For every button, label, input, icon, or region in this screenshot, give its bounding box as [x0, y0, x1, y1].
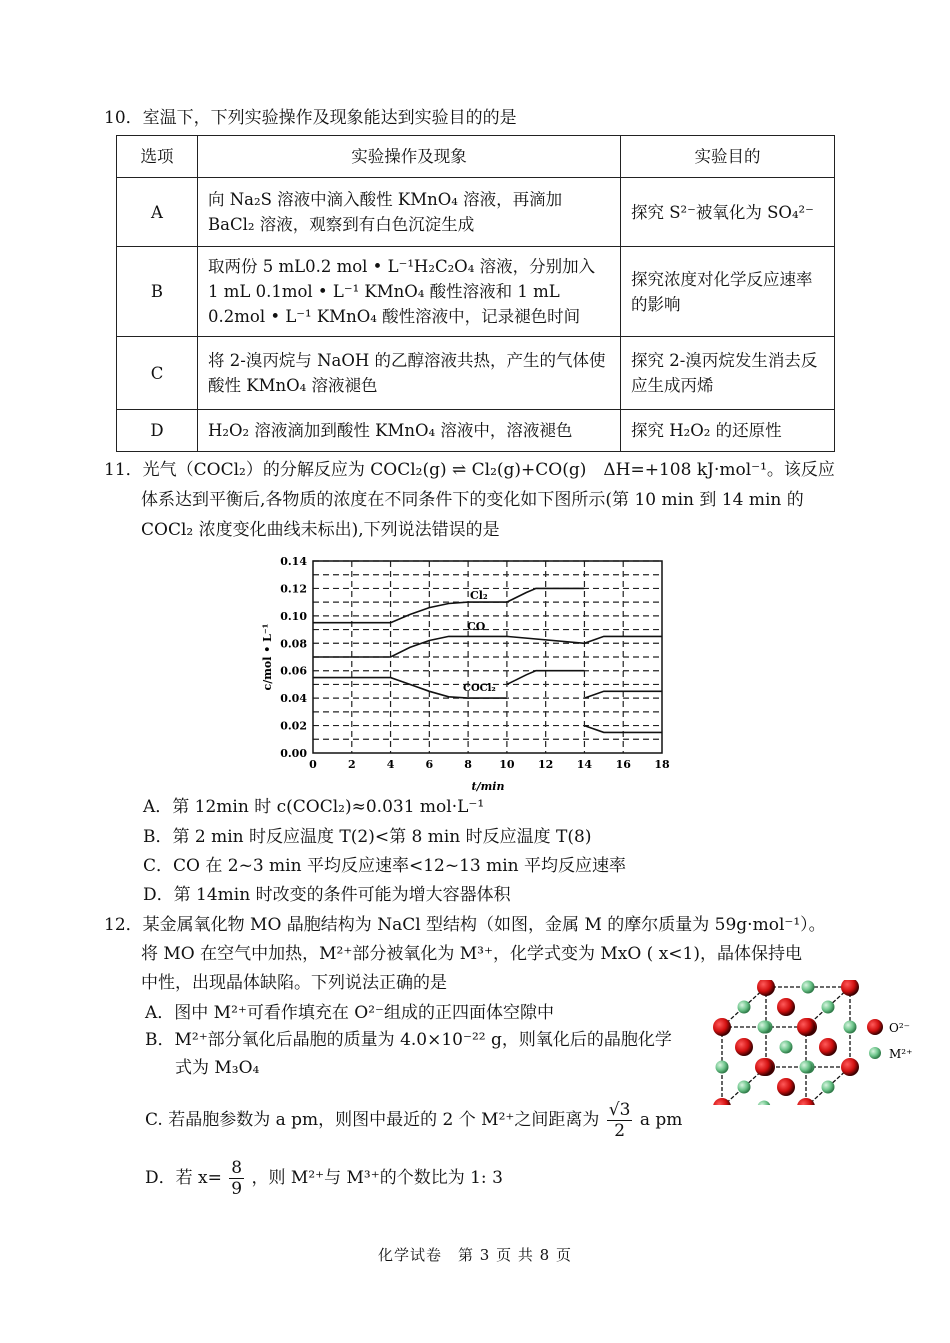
metal-ion-icon [716, 1061, 729, 1074]
x-tick-label: 16 [615, 758, 631, 771]
oxide-ion-icon [841, 1058, 859, 1076]
option-c-text: C. 若晶胞参数为 a pm，则图中最近的 2 个 M²⁺之间距离为 [145, 1110, 600, 1130]
oxide-ion-icon [735, 1038, 753, 1056]
oxide-ion-icon [777, 998, 795, 1016]
table-row [117, 178, 835, 247]
y-axis-label: c/mol • L⁻¹ [261, 623, 274, 691]
metal-ion-icon [758, 1021, 771, 1034]
x-tick-label: 18 [654, 758, 670, 771]
table-row [117, 410, 835, 452]
x-tick-label: 4 [386, 758, 395, 771]
x-tick-label: 10 [499, 758, 515, 771]
y-tick-label: 0.02 [280, 719, 307, 733]
fraction-denominator: 9 [231, 1179, 243, 1199]
row-option: C [117, 337, 198, 410]
row-operation: H₂O₂ 溶液滴加到酸性 KMnO₄ 溶液中，溶液褪色 [198, 410, 621, 452]
fraction-numerator: 8 [231, 1158, 243, 1178]
x-tick-label: 6 [425, 758, 434, 771]
fraction-numerator: √3 [608, 1100, 631, 1120]
nacl-crystal-cell-diagram [713, 980, 923, 1105]
q11-option-c: C．CO 在 2~3 min 平均反应速率<12~13 min 平均反应速率 [143, 856, 627, 876]
option-d-text: D．若 x= [145, 1168, 222, 1188]
oxide-ion-icon [755, 1058, 773, 1076]
y-tick-label: 0.14 [280, 555, 307, 568]
y-tick-label: 0.08 [280, 637, 307, 651]
q12-stem-text-1: 某金属氧化物 MO 晶胞结构为 NaCl 型结构（如图，金属 M 的摩尔质量为 59g·mol⁻¹）。 [142, 915, 826, 935]
o2-legend-label: O²⁻ [889, 1021, 910, 1035]
y-tick-label: 0.10 [280, 609, 307, 623]
option-c-unit: a pm [639, 1110, 683, 1130]
y-tick-label: 0.04 [280, 692, 307, 706]
q12-stem-line3: 中性，出现晶体缺陷。下列说法正确的是 [141, 973, 447, 993]
metal-ion-icon [758, 1101, 771, 1106]
x-tick-label: 8 [464, 758, 472, 771]
q12-number: 12． [104, 915, 143, 935]
x-tick-label: 12 [538, 758, 554, 771]
row-purpose: 探究 H₂O₂ 的还原性 [621, 410, 835, 452]
q12-stem-line2: 将 MO 在空气中加热，M²⁺部分被氧化为 M³⁺，化学式变为 MxO ( x<1)，晶体保持电 [141, 944, 802, 964]
m2-legend-label: M²⁺ [889, 1047, 913, 1061]
page-footer: 化学试卷 第 3 页 共 8 页 [378, 1246, 572, 1264]
row-option: B [117, 247, 198, 337]
row-operation: 将 2-溴丙烷与 NaOH 的乙醇溶液共热，产生的气体使酸性 KMnO₄ 溶液褪色 [198, 337, 621, 410]
x-tick-label: 0 [309, 758, 317, 771]
y-tick-label: 0.12 [280, 582, 307, 596]
q12-option-c [145, 1100, 682, 1141]
header-purpose: 实验目的 [621, 136, 835, 178]
q10-table [116, 135, 835, 452]
q11-option-b: B．第 2 min 时反应温度 T(2)<第 8 min 时反应温度 T(8) [143, 827, 592, 847]
oxide-ion-icon [797, 1098, 815, 1105]
oxide-ion-icon [777, 1078, 795, 1096]
series-line [313, 588, 584, 622]
q10-number: 10． [104, 108, 143, 128]
y-tick-label: 0.00 [280, 747, 307, 760]
q10-stem-text: 室温下，下列实验操作及现象能达到实验目的的是 [142, 108, 517, 128]
metal-ion-icon [822, 1081, 835, 1094]
header-operation: 实验操作及现象 [198, 136, 621, 178]
y-tick-label: 0.06 [280, 664, 307, 678]
m2-legend-icon [869, 1047, 881, 1059]
q11-stem-text-1: 光气（COCl₂）的分解反应为 COCl₂(g) ⇌ Cl₂(g)+CO(g) ΔH=+108 kJ·mol⁻¹。该反应 [142, 460, 835, 480]
row-purpose: 探究浓度对化学反应速率的影响 [621, 247, 835, 337]
oxide-ion-icon [713, 1018, 731, 1036]
metal-ion-icon [800, 1061, 813, 1074]
concentration-time-chart [250, 548, 680, 798]
metal-ion-icon [780, 1041, 793, 1054]
row-operation: 向 Na₂S 溶液中滴入酸性 KMnO₄ 溶液，再滴加 BaCl₂ 溶液，观察到有白色沉淀生成 [198, 178, 621, 247]
q12-option-d [145, 1158, 503, 1199]
q11-option-a: A．第 12min 时 c(COCl₂)≈0.031 mol·L⁻¹ [143, 797, 485, 817]
label-cocl2: COCl₂ [463, 683, 496, 694]
metal-ion-icon [802, 981, 815, 994]
table-header-row [117, 136, 835, 178]
row-purpose: 探究 S²⁻被氧化为 SO₄²⁻ [621, 178, 835, 247]
series-line [313, 636, 662, 657]
oxide-ion-icon [819, 1038, 837, 1056]
eight-ninths-fraction [229, 1158, 244, 1199]
metal-ion-icon [738, 1001, 751, 1014]
q10-stem [104, 106, 517, 130]
x-tick-label: 14 [576, 758, 593, 771]
row-option: A [117, 178, 198, 247]
row-operation: 取两份 5 mL0.2 mol • L⁻¹H₂C₂O₄ 溶液，分别加入 1 mL 0.1mol • L⁻¹ KMnO₄ 酸性溶液和 1 mL 0.2mol • L⁻¹ KMnO₄ 酸性溶液中，记录褪色时间 [198, 247, 621, 337]
header-option: 选项 [117, 136, 198, 178]
q12-stem-line1 [104, 913, 826, 937]
q12-option-b-line1: B．M²⁺部分氧化后晶胞的质量为 4.0×10⁻²² g，则氧化后的晶胞化学 [145, 1030, 672, 1050]
label-cl2: Cl₂ [470, 589, 488, 602]
q11-option-d: D．第 14min 时改变的条件可能为增大容器体积 [143, 885, 511, 905]
x-axis-label: t/min [471, 780, 505, 793]
row-option: D [117, 410, 198, 452]
metal-ion-icon [844, 1021, 857, 1034]
q11-number: 11． [104, 460, 143, 480]
o2-legend-icon [867, 1019, 883, 1035]
row-purpose: 探究 2-溴丙烷发生消去反应生成丙烯 [621, 337, 835, 410]
q12-option-a: A．图中 M²⁺可看作填充在 O²⁻组成的正四面体空隙中 [145, 1003, 555, 1023]
fraction-denominator: 2 [614, 1121, 626, 1141]
label-co: CO [467, 620, 486, 633]
sqrt3-over-2-fraction [607, 1100, 633, 1141]
metal-ion-icon [738, 1081, 751, 1094]
q11-stem-line1 [104, 458, 835, 482]
table-row [117, 337, 835, 410]
q11-stem-line3: COCl₂ 浓度变化曲线未标出),下列说法错误的是 [141, 520, 500, 540]
x-tick-label: 2 [347, 758, 356, 771]
q12-option-b-line2: 式为 M₃O₄ [175, 1058, 260, 1078]
q11-stem-line2: 体系达到平衡后,各物质的浓度在不同条件下的变化如下图所示(第 10 min 到 14 min 的 [141, 490, 804, 510]
oxide-ion-icon [797, 1018, 815, 1036]
oxide-ion-icon [713, 1098, 731, 1105]
metal-ion-icon [822, 1001, 835, 1014]
table-row [117, 247, 835, 337]
option-d-rest: ，则 M²⁺与 M³⁺的个数比为 1: 3 [251, 1168, 503, 1188]
